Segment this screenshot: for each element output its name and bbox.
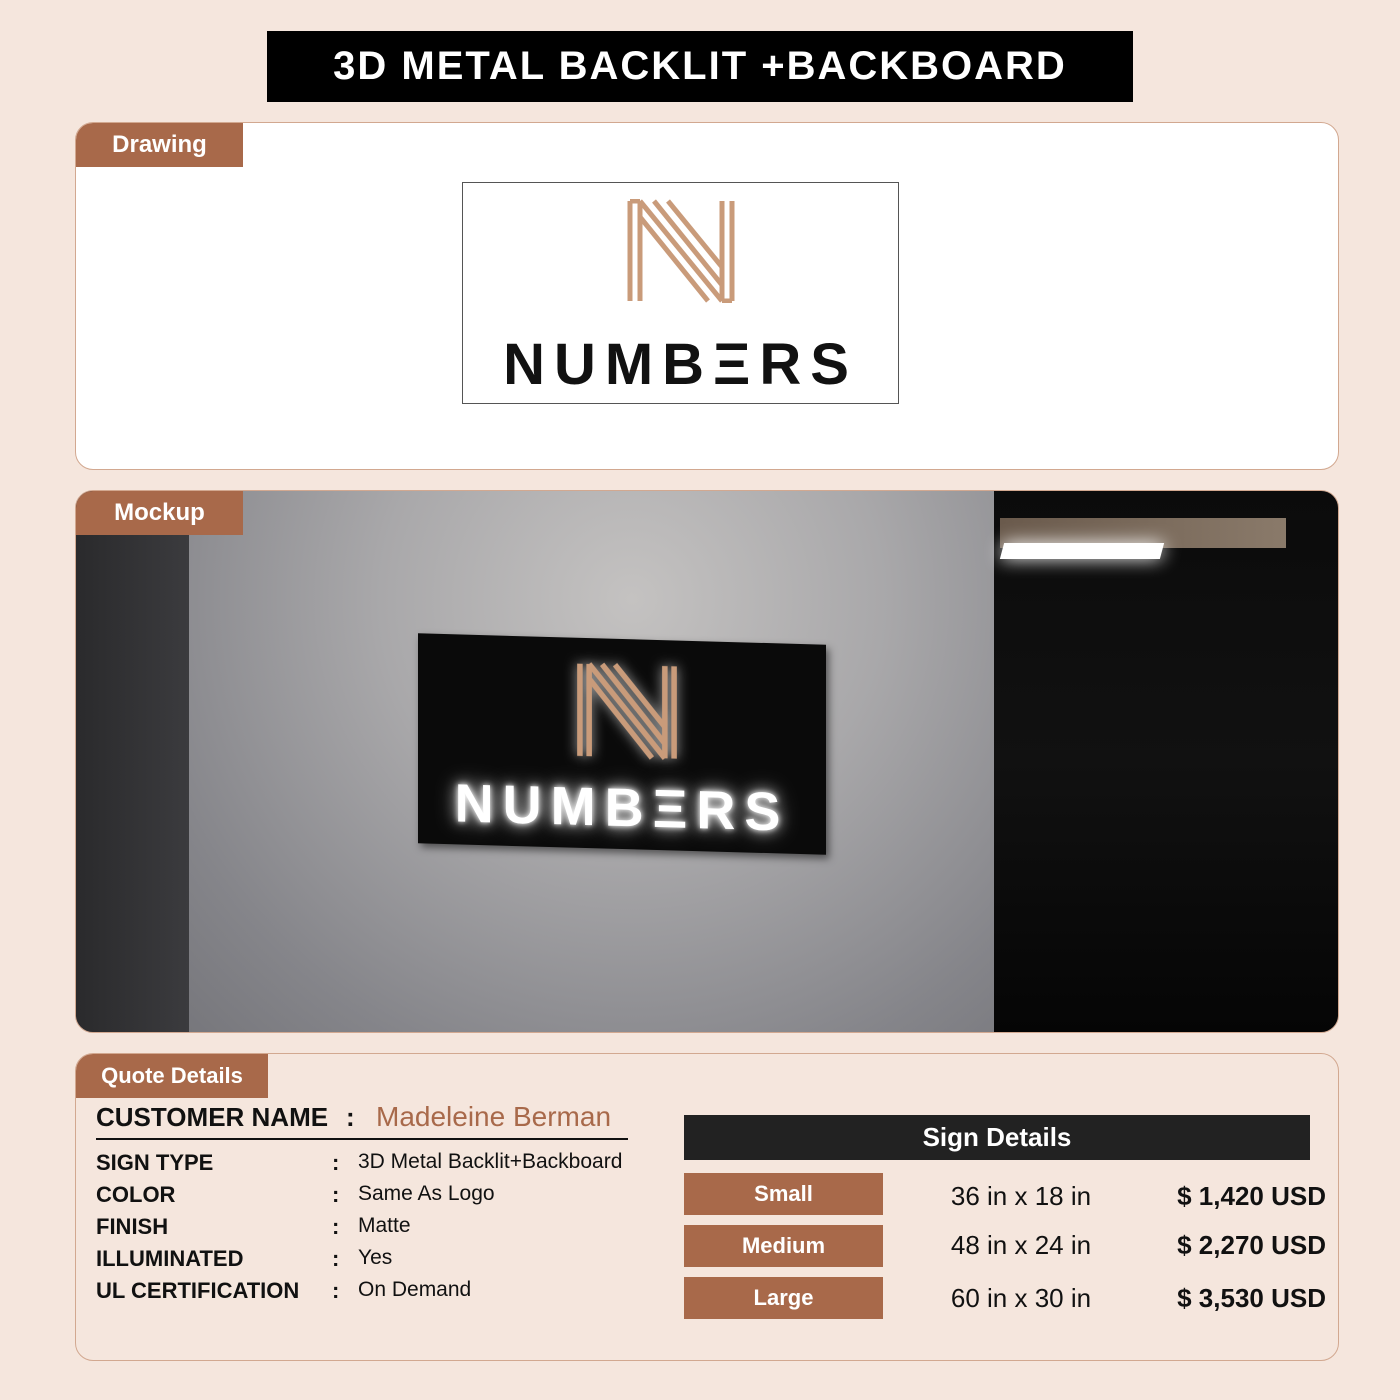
- spec-value: 3D Metal Backlit+Backboard: [358, 1150, 623, 1173]
- left-wall: [76, 491, 189, 1032]
- size-small-price: $ 1,420 USD: [1177, 1181, 1326, 1211]
- spec-value: Yes: [358, 1246, 393, 1269]
- page-title: 3D METAL BACKLIT +BACKBOARD: [267, 31, 1133, 102]
- sign-details-header: Sign Details: [684, 1115, 1310, 1160]
- spec-colon: :: [332, 1278, 340, 1303]
- size-large-dimensions: 60 in x 30 in: [950, 1283, 1092, 1313]
- spec-colon: :: [332, 1214, 340, 1239]
- n-monogram-icon: [626, 199, 736, 303]
- spec-label: SIGN TYPE: [96, 1150, 214, 1175]
- spec-label: COLOR: [96, 1182, 176, 1207]
- size-small-dimensions: 36 in x 18 in: [950, 1181, 1092, 1211]
- mockup-tag: Mockup: [76, 491, 243, 535]
- n-monogram-icon: [575, 662, 679, 761]
- logo-wordmark: NUMBΞRS: [503, 332, 858, 397]
- size-small-button[interactable]: Small: [684, 1173, 883, 1215]
- spec-label: UL CERTIFICATION: [96, 1278, 300, 1303]
- logo-drawing: [462, 182, 899, 404]
- spec-value: Matte: [358, 1214, 411, 1237]
- spec-colon: :: [332, 1150, 340, 1175]
- mockup-panel: [75, 490, 1339, 1033]
- spec-row-sign-type: [96, 1150, 696, 1180]
- size-medium-button[interactable]: Medium: [684, 1225, 883, 1267]
- customer-name-value: Madeleine Berman: [376, 1101, 612, 1132]
- drawing-panel: [75, 122, 1339, 470]
- customer-underline: [96, 1138, 628, 1140]
- dark-doorway: [994, 491, 1339, 1032]
- spec-row-illuminated: [96, 1246, 696, 1276]
- sign-mockup: [418, 633, 826, 854]
- spec-row-ul-certification: [96, 1278, 696, 1308]
- size-medium-dimensions: 48 in x 24 in: [950, 1230, 1092, 1260]
- spec-row-finish: [96, 1214, 696, 1244]
- quote-tag: Quote Details: [76, 1054, 268, 1098]
- quote-panel: [75, 1053, 1339, 1361]
- ceiling-light: [1000, 543, 1164, 559]
- customer-name-colon: :: [346, 1102, 355, 1132]
- spec-value: On Demand: [358, 1278, 472, 1301]
- spec-value: Same As Logo: [358, 1182, 495, 1205]
- drawing-tag: Drawing: [76, 123, 243, 167]
- size-large-button[interactable]: Large: [684, 1277, 883, 1319]
- size-medium-price: $ 2,270 USD: [1177, 1230, 1326, 1260]
- spec-colon: :: [332, 1246, 340, 1271]
- spec-row-color: [96, 1182, 696, 1212]
- size-large-price: $ 3,530 USD: [1177, 1283, 1326, 1313]
- customer-name-label: CUSTOMER NAME: [96, 1102, 329, 1132]
- spec-colon: :: [332, 1182, 340, 1207]
- sign-wordmark: NUMBΞRS: [454, 773, 790, 843]
- spec-label: ILLUMINATED: [96, 1246, 244, 1271]
- spec-label: FINISH: [96, 1214, 169, 1239]
